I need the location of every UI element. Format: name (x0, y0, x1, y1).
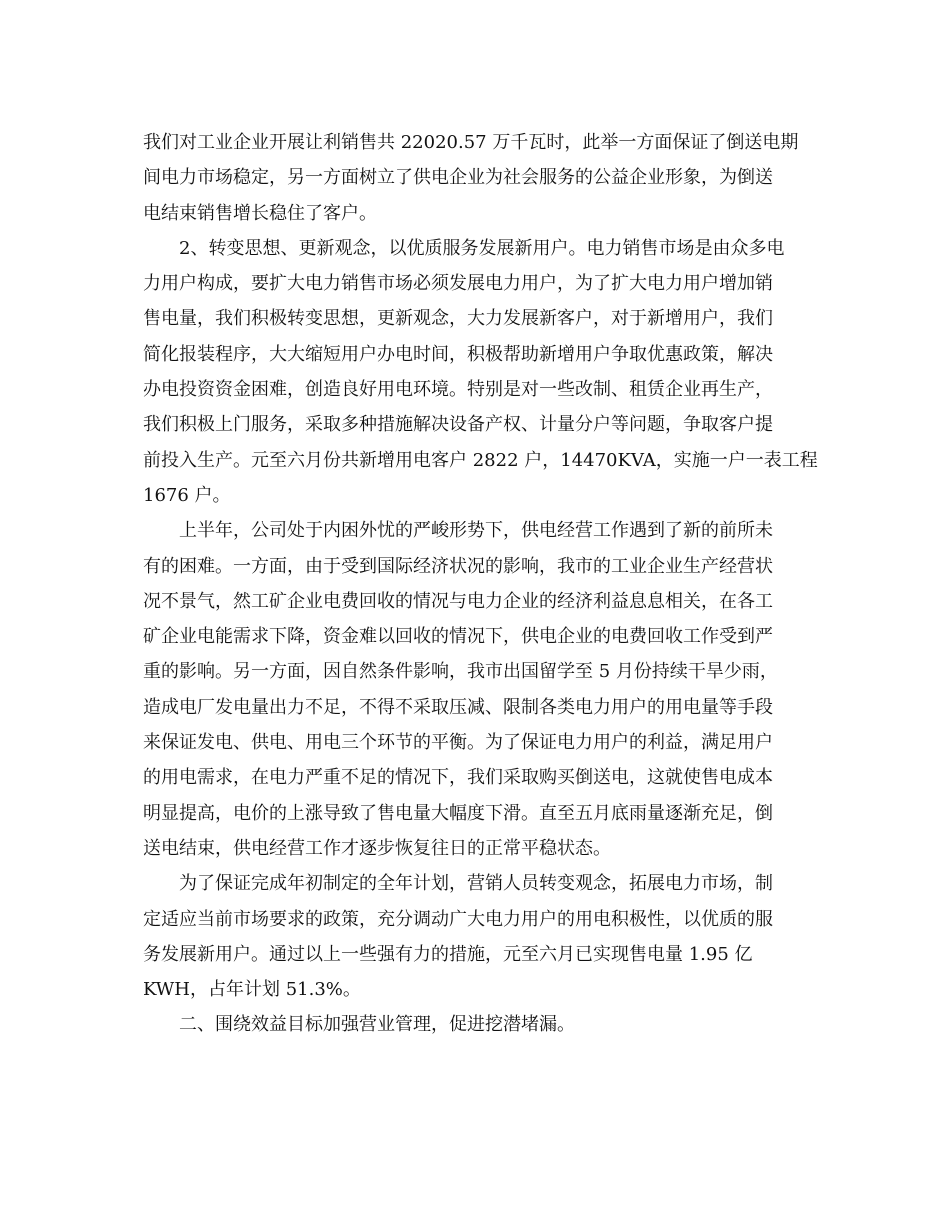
document-body (143, 125, 823, 1043)
text-line: 务发展新用户。通过以上一些强有力的措施，元至六月已实现售电量 1.95 亿 (143, 943, 753, 965)
text-line: 明显提高，电价的上涨导致了售电量大幅度下滑。直至五月底雨量逐渐充足，倒 (143, 802, 773, 824)
text-line: 办电投资资金困难，创造良好用电环境。特别是对一些改制、租赁企业再生产， (143, 379, 773, 401)
text-line: 1676 户。 (143, 484, 231, 506)
text-line: 力用户构成，要扩大电力销售市场必须发展电力用户，为了扩大电力用户增加销 (143, 273, 773, 295)
paragraph-new-users (143, 231, 823, 513)
text-line: 2、转变思想、更新观念，以优质服务发展新用户。电力销售市场是由众多电 (179, 237, 785, 259)
text-line: 送电结束，供电经营工作才逐步恢复往日的正常平稳状态。 (143, 837, 611, 859)
text-line: 简化报装程序，大大缩短用户办电时间，积极帮助新增用户争取优惠政策，解决 (143, 343, 773, 365)
paragraph-annual-plan (143, 866, 823, 1007)
text-line: 间电力市场稳定，另一方面树立了供电企业为社会服务的公益企业形象，为倒送 (143, 167, 773, 189)
section-heading (143, 1007, 823, 1042)
text-line: 上半年，公司处于内困外忧的严峻形势下，供电经营工作遇到了新的前所未 (179, 520, 773, 542)
text-line: 前投入生产。元至六月份共新增用电客户 2822 户，14470KVA，实施一户一表工程 (143, 449, 818, 471)
text-line: 来保证发电、供电、用电三个环节的平衡。为了保证电力用户的利益，满足用户 (143, 732, 773, 754)
text-line: 造成电厂发电量出力不足，不得不采取压减、限制各类电力用户的用电量等手段 (143, 696, 773, 718)
text-line: 我们对工业企业开展让利销售共 22020.57 万千瓦时，此举一方面保证了倒送电期 (143, 132, 799, 153)
heading-line: 二、围绕效益目标加强营业管理，促进挖潜堵漏。 (179, 1014, 575, 1036)
text-line: 为了保证完成年初制定的全年计划，营销人员转变观念，拓展电力市场，制 (179, 873, 773, 895)
text-line: KWH，占年计划 51.3%。 (143, 979, 361, 1001)
text-line: 矿企业电能需求下降，资金难以回收的情况下，供电企业的电费回收工作受到严 (143, 626, 773, 648)
text-line: 的用电需求，在电力严重不足的情况下，我们采取购买倒送电，这就使售电成本 (143, 767, 773, 789)
text-line: 重的影响。另一方面，因自然条件影响，我市出国留学至 5 月份持续干旱少雨， (143, 661, 778, 683)
text-line: 我们积极上门服务，采取多种措施解决设备产权、计量分户等问题，争取客户提 (143, 414, 773, 436)
text-line: 售电量，我们积极转变思想，更新观念，大力发展新客户，对于新增用户，我们 (143, 308, 773, 330)
text-line: 有的困难。一方面，由于受到国际经济状况的影响，我市的工业企业生产经营状 (143, 555, 773, 577)
paragraph-first-half-situation (143, 513, 823, 866)
text-line: 电结束销售增长稳住了客户。 (143, 202, 377, 224)
paragraph-sales-concession (143, 125, 823, 231)
text-line: 况不景气，然工矿企业电费回收的情况与电力企业的经济利益息息相关，在各工 (143, 590, 773, 612)
text-line: 定适应当前市场要求的政策，充分调动广大电力用户的用电积极性，以优质的服 (143, 908, 773, 930)
